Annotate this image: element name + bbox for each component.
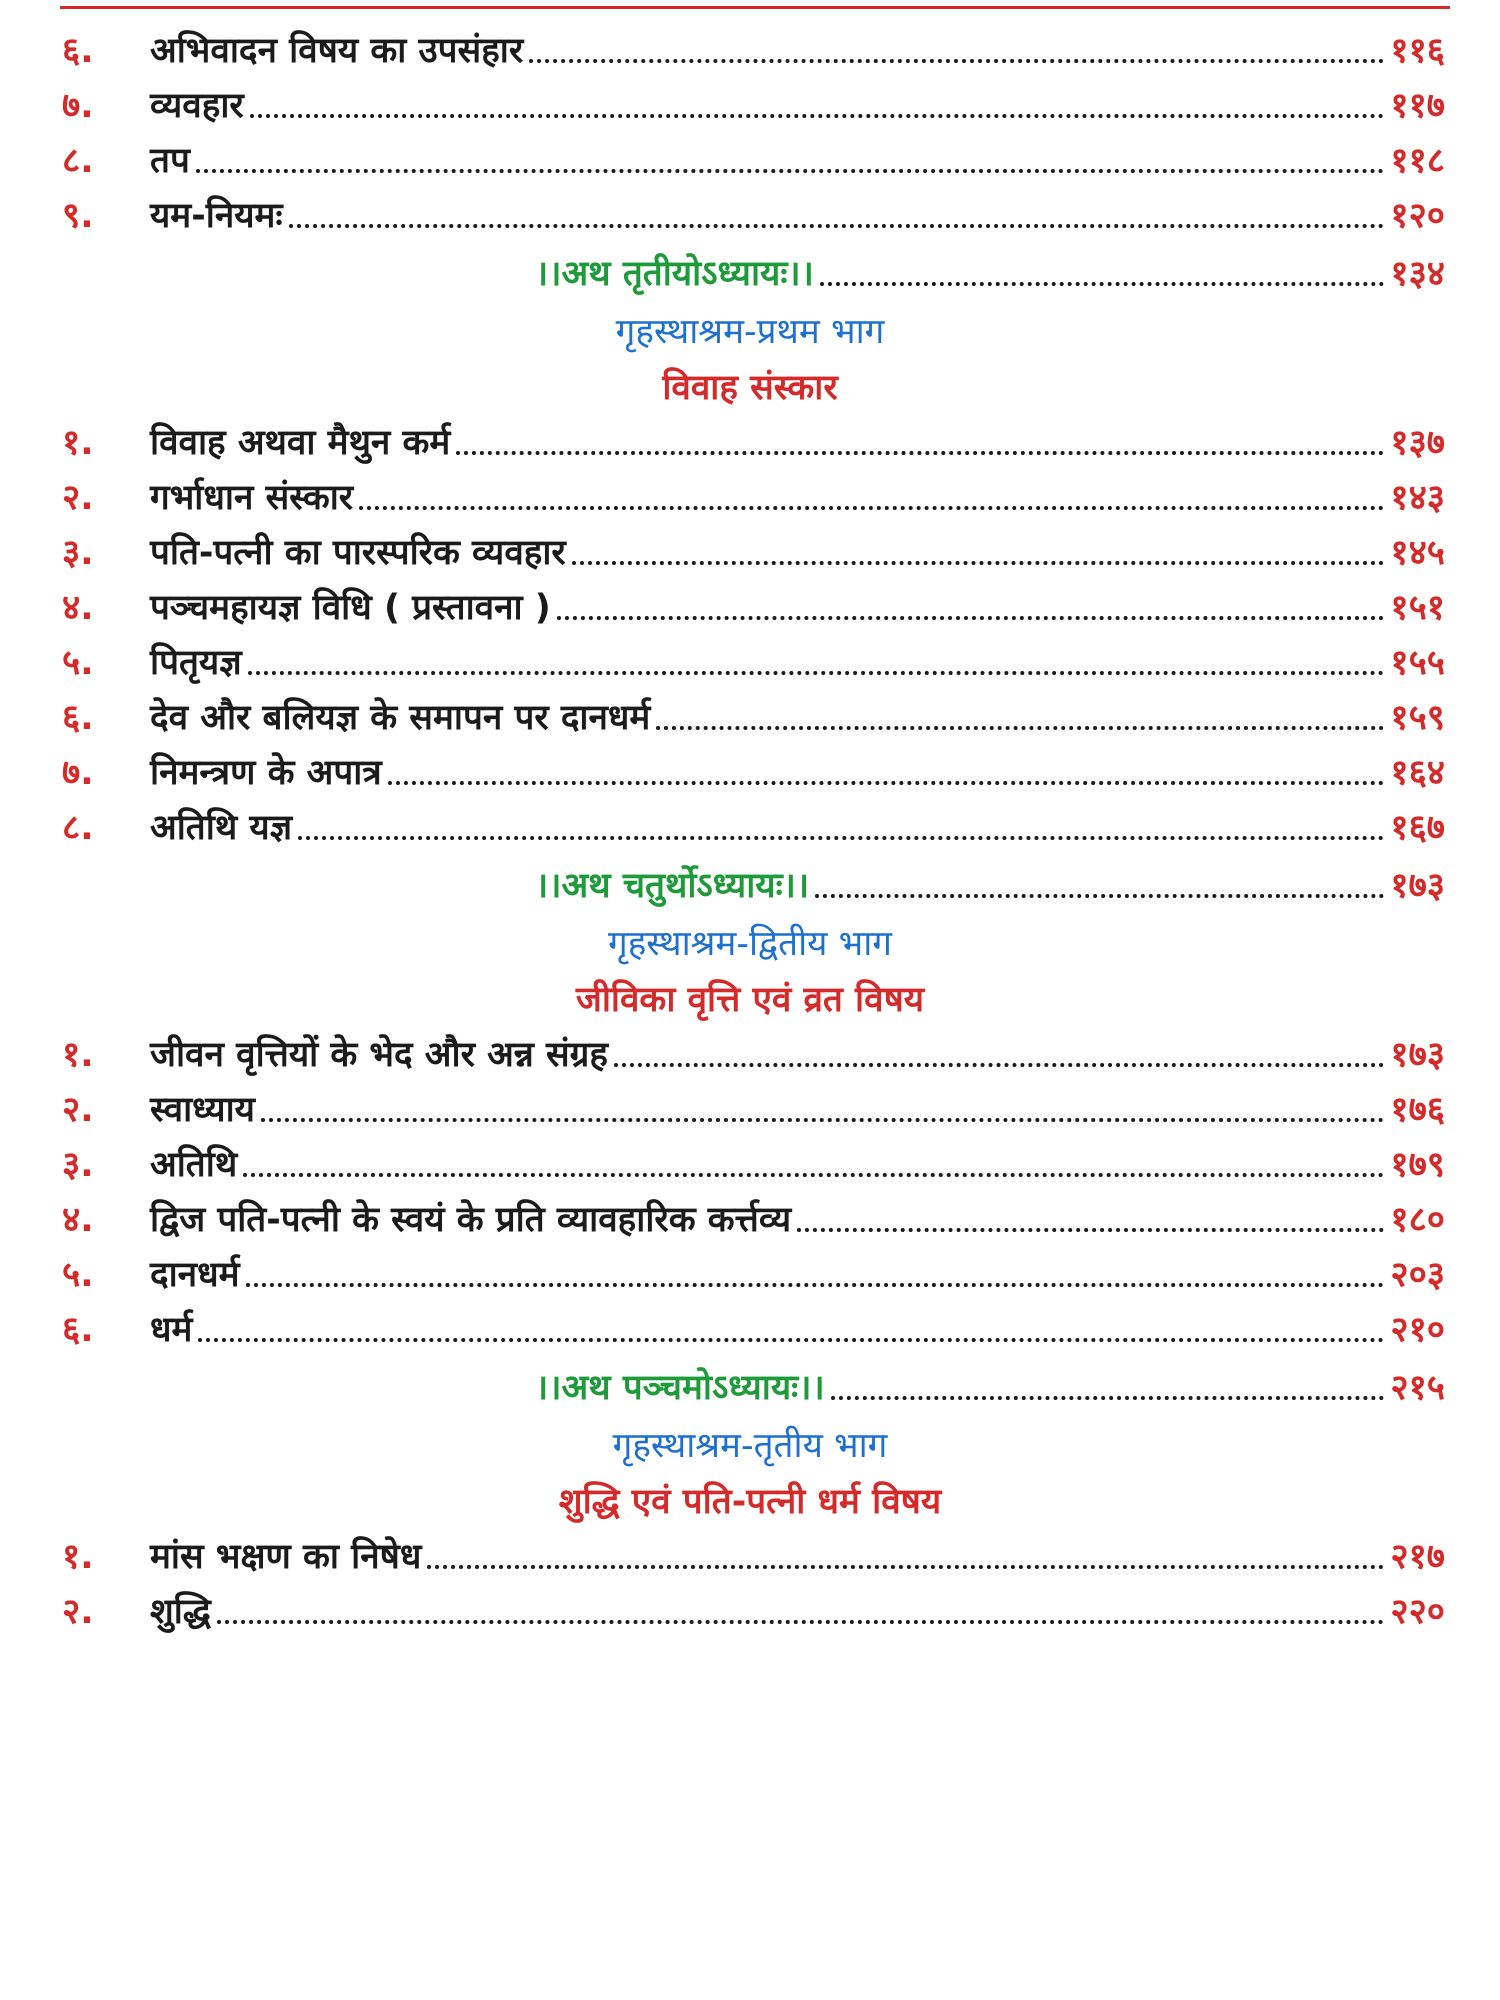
entry-number: २. — [62, 1592, 94, 1632]
entry-number: ८. — [62, 808, 94, 848]
page-number: ११८ — [1390, 141, 1445, 181]
entry-leader — [150, 1030, 1445, 1077]
page-number: २२० — [1390, 1592, 1445, 1632]
entry-leader — [150, 1587, 1445, 1634]
entry-number: ६. — [62, 698, 94, 738]
entry-title: पितृयज्ञ — [150, 643, 242, 683]
part-heading: गृहस्थाश्रम-प्रथम भाग — [615, 311, 885, 352]
dot-leader — [427, 1565, 1384, 1569]
toc-entry — [0, 22, 1500, 77]
entry-number: १. — [62, 1537, 94, 1577]
entry-number: ४. — [62, 1200, 94, 1240]
toc-entry — [0, 1301, 1500, 1356]
page-number: १३४ — [1390, 253, 1445, 294]
dot-leader — [614, 1063, 1384, 1067]
entry-leader — [150, 191, 1445, 238]
dot-leader — [198, 1338, 1384, 1342]
chapter-row — [0, 1356, 1500, 1416]
entry-number: २. — [62, 478, 94, 518]
entry-number: ८. — [62, 141, 94, 181]
dot-leader — [572, 561, 1385, 565]
toc-entry — [0, 187, 1500, 242]
section-heading: शुद्धि एवं पति-पत्नी धर्म विषय — [558, 1481, 942, 1522]
toc-entry — [0, 1026, 1500, 1081]
page-number: १६४ — [1390, 753, 1445, 793]
entry-title: मांस भक्षण का निषेध — [150, 1537, 422, 1577]
entry-number: ५. — [62, 1255, 94, 1295]
entry-title: पति-पत्नी का पारस्परिक व्यवहार — [150, 533, 566, 573]
dot-leader — [248, 671, 1385, 675]
page-number: २१७ — [1390, 1537, 1445, 1577]
toc-entry — [0, 1528, 1500, 1583]
page-number: १७६ — [1390, 1090, 1445, 1130]
entry-number: ४. — [62, 588, 94, 628]
chapter-title: ।।अथ तृतीयोऽध्यायः।। — [535, 253, 814, 294]
entry-leader — [150, 26, 1445, 73]
table-of-contents — [0, 22, 1500, 1638]
page-number: १४३ — [1390, 478, 1445, 518]
entry-number: २. — [62, 1090, 94, 1130]
dot-leader — [359, 506, 1384, 510]
entry-title: व्यवहार — [150, 86, 244, 126]
entry-title: धर्म — [150, 1310, 193, 1350]
dot-leader — [196, 169, 1385, 173]
dot-leader — [261, 1118, 1384, 1122]
dot-leader — [456, 451, 1384, 455]
entry-title: निमन्त्रण के अपात्र — [150, 753, 382, 793]
entry-number: १. — [62, 423, 94, 463]
entry-leader — [535, 1363, 1445, 1410]
entry-leader — [535, 861, 1445, 908]
page-number: १५९ — [1390, 698, 1445, 738]
page-number: १७३ — [1390, 865, 1445, 906]
dot-leader — [557, 616, 1385, 620]
page-number: १५१ — [1390, 588, 1445, 628]
dot-leader — [298, 836, 1384, 840]
toc-entry — [0, 634, 1500, 689]
entry-leader — [150, 473, 1445, 520]
chapter-row — [0, 242, 1500, 302]
page-number: १२० — [1390, 196, 1445, 236]
entry-leader — [150, 1250, 1445, 1297]
page-number: १३७ — [1390, 423, 1445, 463]
entry-number: ३. — [62, 1145, 94, 1185]
chapter-title: ।।अथ पञ्चमोऽध्यायः।। — [535, 1367, 825, 1408]
dot-leader — [656, 726, 1384, 730]
entry-title: विवाह अथवा मैथुन कर्म — [150, 423, 451, 463]
dot-leader — [250, 114, 1385, 118]
entry-title: तप — [150, 141, 190, 181]
entry-leader — [150, 136, 1445, 183]
entry-title: अतिथि यज्ञ — [150, 808, 293, 848]
page-number: २१५ — [1390, 1367, 1445, 1408]
page-number: १७९ — [1390, 1145, 1445, 1185]
dot-leader — [529, 59, 1384, 63]
entry-leader — [150, 1532, 1445, 1579]
entry-leader — [150, 583, 1445, 630]
dot-leader — [217, 1620, 1385, 1624]
page-number: ११६ — [1390, 31, 1445, 71]
toc-entry — [0, 132, 1500, 187]
dot-leader — [815, 894, 1384, 898]
entry-leader — [150, 803, 1445, 850]
dot-leader — [289, 224, 1385, 228]
entry-title: स्वाध्याय — [150, 1090, 255, 1130]
entry-leader — [150, 81, 1445, 128]
toc-entry — [0, 1583, 1500, 1638]
dot-leader — [246, 1283, 1385, 1287]
entry-number: ६. — [62, 1310, 94, 1350]
part-heading: गृहस्थाश्रम-द्वितीय भाग — [608, 923, 892, 964]
entry-title: अभिवादन विषय का उपसंहार — [150, 31, 524, 71]
page-number: १५५ — [1390, 643, 1445, 683]
entry-title: जीवन वृत्तियों के भेद और अन्न संग्रह — [150, 1035, 608, 1075]
dot-leader — [820, 282, 1384, 286]
toc-entry — [0, 799, 1500, 854]
top-rule — [60, 6, 1450, 9]
entry-leader — [150, 1140, 1445, 1187]
entry-number: ५. — [62, 643, 94, 683]
entry-title: पञ्चमहायज्ञ विधि ( प्रस्तावना ) — [150, 588, 551, 628]
chapter-title: ।।अथ चतुर्थोऽध्यायः।। — [535, 865, 810, 906]
entry-leader — [150, 1305, 1445, 1352]
entry-leader — [535, 249, 1445, 296]
entry-leader — [150, 1195, 1445, 1242]
entry-number: ७. — [62, 753, 94, 793]
section-heading: जीविका वृत्ति एवं व्रत विषय — [575, 979, 925, 1020]
toc-entry — [0, 689, 1500, 744]
entry-leader — [150, 638, 1445, 685]
page-number: १६७ — [1390, 808, 1445, 848]
entry-title: शुद्धि — [150, 1592, 211, 1632]
toc-entry — [0, 524, 1500, 579]
page-number: २१० — [1390, 1310, 1445, 1350]
page-number: १४५ — [1390, 533, 1445, 573]
dot-leader — [831, 1396, 1385, 1400]
entry-title: अतिथि — [150, 1145, 238, 1185]
entry-title: देव और बलियज्ञ के समापन पर दानधर्म — [150, 698, 651, 738]
entry-title: दानधर्म — [150, 1255, 240, 1295]
entry-leader — [150, 528, 1445, 575]
entry-title: गर्भाधान संस्कार — [150, 478, 354, 518]
toc-entry — [0, 1246, 1500, 1301]
toc-entry — [0, 469, 1500, 524]
page-number: १७३ — [1390, 1035, 1445, 1075]
toc-entry — [0, 1191, 1500, 1246]
toc-entry — [0, 1081, 1500, 1136]
toc-entry — [0, 414, 1500, 469]
entry-leader — [150, 418, 1445, 465]
chapter-row — [0, 854, 1500, 914]
entry-title: द्विज पति-पत्नी के स्वयं के प्रति व्यावहारिक कर्त्तव्य — [150, 1200, 792, 1240]
toc-entry — [0, 579, 1500, 634]
entry-number: ७. — [62, 86, 94, 126]
page-number: १८० — [1390, 1200, 1445, 1240]
entry-leader — [150, 1085, 1445, 1132]
section-heading: विवाह संस्कार — [662, 367, 838, 408]
part-heading: गृहस्थाश्रम-तृतीय भाग — [612, 1425, 888, 1466]
toc-entry — [0, 77, 1500, 132]
entry-number: ६. — [62, 31, 94, 71]
toc-entry — [0, 744, 1500, 799]
page-number: २०३ — [1390, 1255, 1445, 1295]
entry-number: ३. — [62, 533, 94, 573]
dot-leader — [797, 1228, 1384, 1232]
entry-number: १. — [62, 1035, 94, 1075]
entry-leader — [150, 748, 1445, 795]
toc-entry — [0, 1136, 1500, 1191]
dot-leader — [388, 781, 1385, 785]
entry-title: यम-नियमः — [150, 196, 283, 236]
page-number: ११७ — [1390, 86, 1445, 126]
entry-leader — [150, 693, 1445, 740]
entry-number: ९. — [62, 196, 94, 236]
dot-leader — [243, 1173, 1384, 1177]
